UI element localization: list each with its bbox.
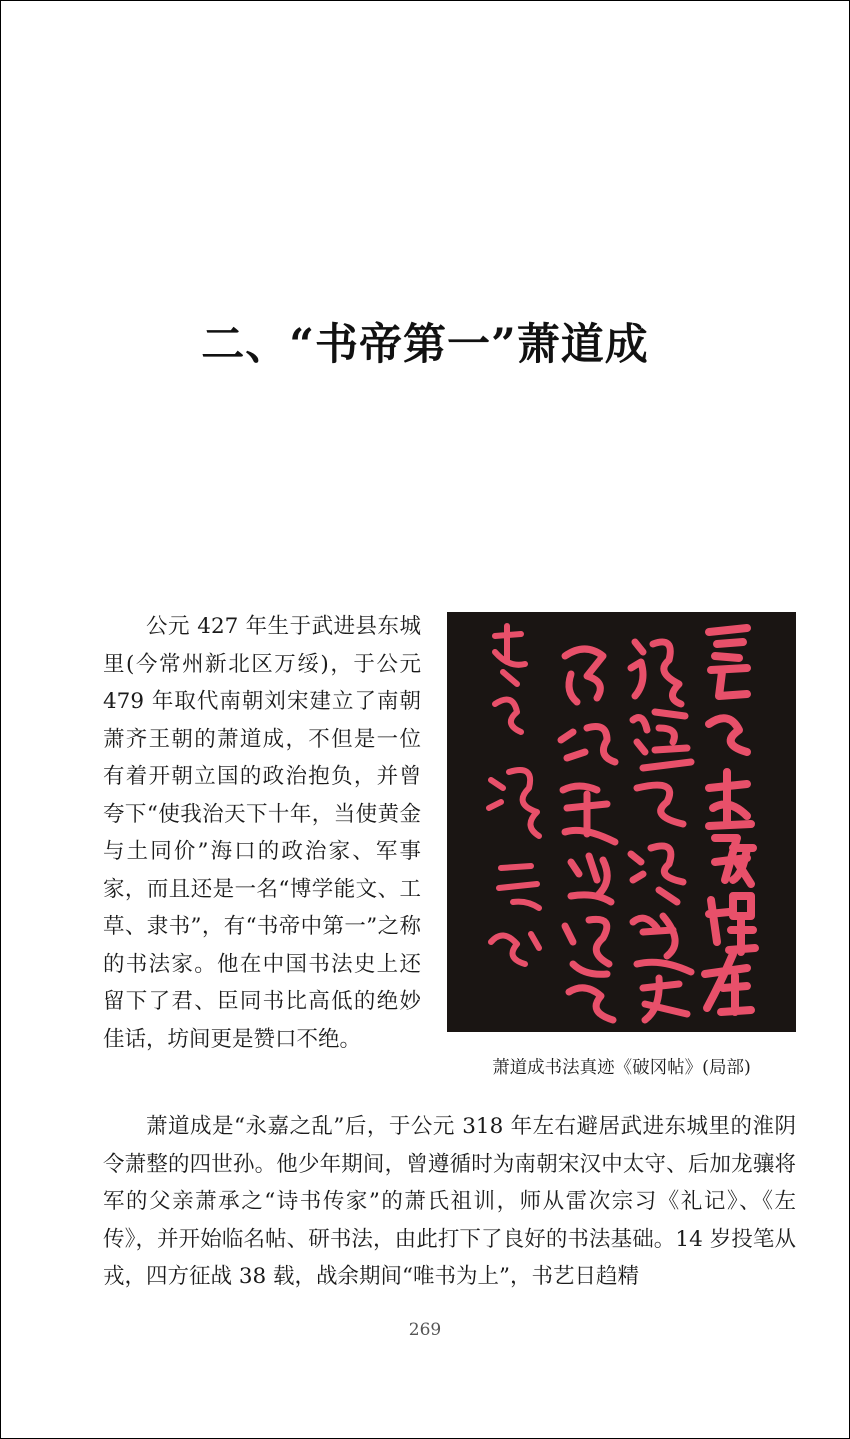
chapter-title: 二、“书帝第一”萧道成 <box>201 319 649 370</box>
calligraphy-image <box>447 612 796 1032</box>
calligraphy-column-3 <box>561 649 615 1020</box>
calligraphy-column-1 <box>705 628 755 1012</box>
body-paragraph-2: 萧道成是“永嘉之乱”后，于公元 318 年左右避居武进东城里的淮阴令萧整的四世孙。他少年期间，曾遵循时为南朝宋汉中太守、后加龙骧将军的父亲萧承之“诗书传家”的萧氏祖训，师从雷次宗习《礼记》、《左传》，并开始临名帖、研书法，由此打下了良好的书法基础。14 岁投笔从戎，四方征战 38 载，战余期间“唯书为上”，书艺日趋精 <box>103 1114 796 1289</box>
calligraphy-strokes <box>447 612 796 1032</box>
page-number: 269 <box>408 1320 442 1340</box>
body-paragraph-1: 公元 427 年生于武进县东城里(今常州新北区万绥)，于公元 479 年取代南朝刘宋建立了南朝萧齐王朝的萧道成，不但是一位有着开朝立国的政治抱负，并曾夸下“使我治天下十年，当使黄金与土同价”海口的政治家、军事家，而且还是一名“博学能文、工草、隶书”，有“书帝中第一”之称的书法家。他在中国书法史上还留下了君、臣同书比高低的绝妙佳话，坊间更是赞口不绝。 <box>103 614 421 1052</box>
calligraphy-column-2 <box>631 642 691 1020</box>
calligraphy-column-4 <box>489 626 539 964</box>
figure-caption: 萧道成书法真迹《破冈帖》(局部) <box>492 1058 751 1078</box>
